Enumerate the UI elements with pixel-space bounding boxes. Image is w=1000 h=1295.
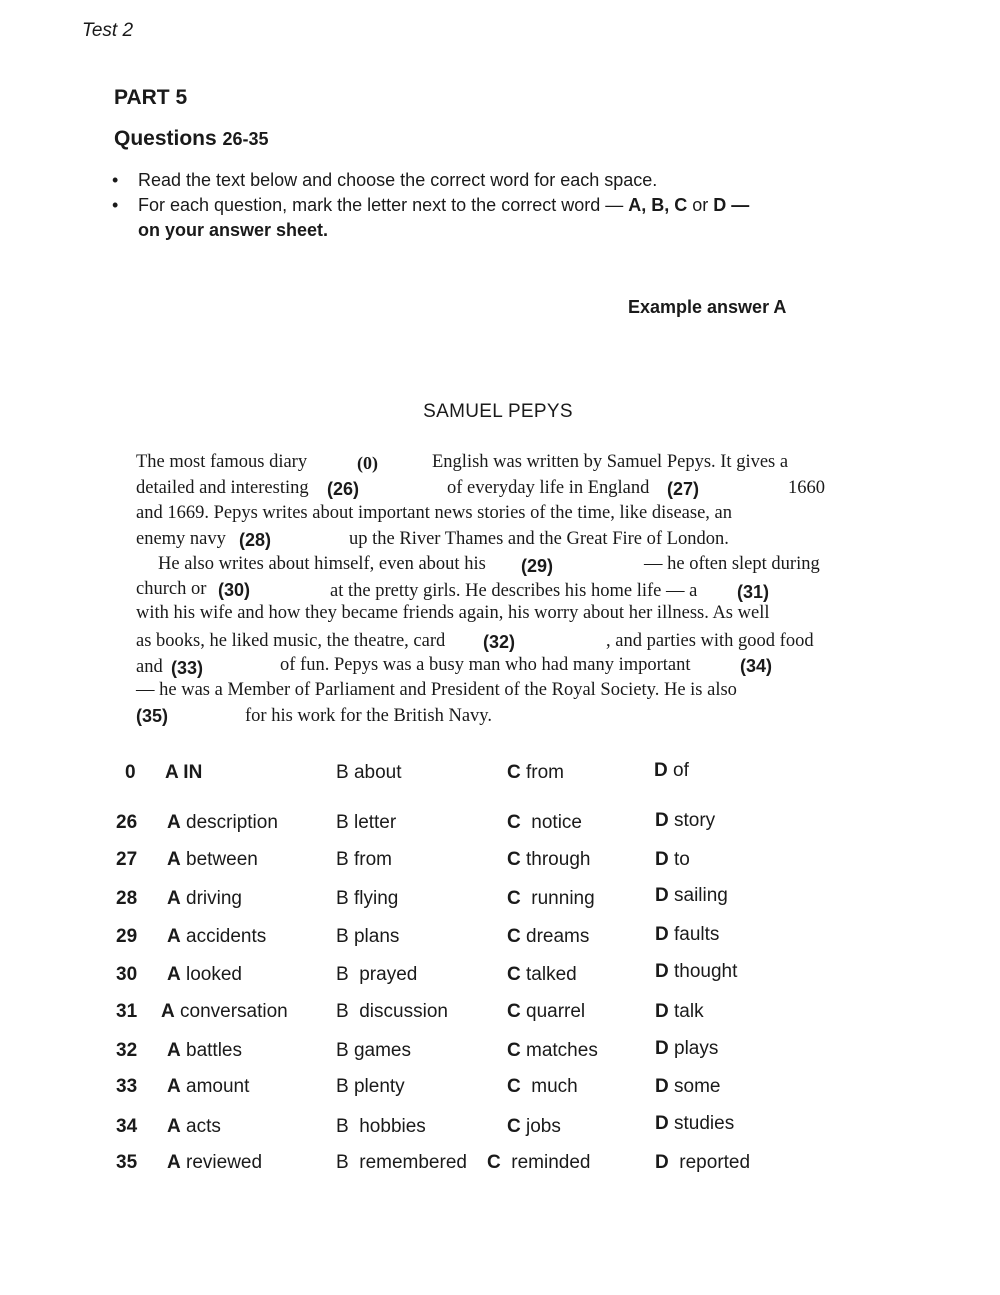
- option-letter: D: [655, 810, 669, 831]
- bullet-icon: •: [112, 195, 119, 215]
- gap-34: (34): [740, 656, 773, 676]
- passage-text: enemy navy: [136, 529, 226, 549]
- option-row: [0, 1152, 1000, 1178]
- instruction-or: or: [692, 195, 709, 215]
- option-d[interactable]: [655, 810, 715, 832]
- option-word: story: [668, 810, 716, 831]
- gap-31: (31): [737, 582, 770, 602]
- option-word: thought: [668, 961, 738, 982]
- option-word: plans: [348, 926, 400, 947]
- option-row: [0, 812, 1000, 838]
- instructions-list: [112, 168, 832, 243]
- option-b[interactable]: [336, 888, 398, 910]
- question-number: 0: [125, 762, 136, 783]
- option-letter: D: [655, 1113, 669, 1134]
- option-word: description: [180, 812, 278, 833]
- option-word: flying: [348, 888, 399, 909]
- option-letter: C: [507, 1001, 521, 1022]
- option-b[interactable]: [336, 812, 396, 834]
- option-b[interactable]: [336, 1152, 467, 1174]
- option-word: remembered: [348, 1152, 467, 1173]
- option-row: [0, 1040, 1000, 1066]
- option-letter: A: [167, 812, 181, 833]
- option-d[interactable]: [655, 1001, 704, 1023]
- option-a[interactable]: [167, 812, 278, 834]
- question-number: 29: [116, 926, 138, 947]
- option-letter: B: [336, 762, 349, 783]
- option-word: from: [348, 849, 392, 870]
- passage-text: detailed and interesting: [136, 478, 309, 498]
- option-word: notice: [520, 812, 582, 833]
- option-c[interactable]: [507, 812, 582, 834]
- option-d[interactable]: [655, 1038, 718, 1060]
- option-letter: D: [655, 961, 669, 982]
- option-letter: D: [655, 1001, 669, 1022]
- option-word: plays: [668, 1038, 719, 1059]
- gap-32: (32): [483, 632, 516, 652]
- option-letter: A: [167, 964, 181, 985]
- option-letter: D: [655, 1038, 669, 1059]
- option-c[interactable]: [487, 1152, 591, 1174]
- passage-text: — he often slept during: [644, 554, 820, 574]
- option-word: jobs: [520, 1116, 561, 1137]
- option-letter: B: [336, 812, 349, 833]
- test-label: Test 2: [82, 20, 134, 41]
- instruction-text: Read the text below and choose the correct word for each space.: [138, 170, 658, 190]
- option-c[interactable]: [507, 1040, 598, 1062]
- instruction-item: [112, 193, 832, 243]
- gap-29: (29): [521, 556, 554, 576]
- option-c[interactable]: [507, 1076, 578, 1098]
- option-word: running: [520, 888, 595, 909]
- option-c[interactable]: [507, 762, 564, 784]
- option-row: [0, 849, 1000, 875]
- option-d[interactable]: [655, 961, 737, 983]
- option-word: conversation: [174, 1001, 288, 1022]
- option-word: talked: [520, 964, 577, 985]
- passage-text: 1660: [788, 478, 825, 498]
- option-row: [0, 1076, 1000, 1102]
- question-number: 26: [116, 812, 138, 833]
- option-c[interactable]: [507, 888, 595, 910]
- option-letter: B: [336, 1040, 349, 1061]
- option-c[interactable]: [507, 964, 577, 986]
- option-a[interactable]: [167, 888, 242, 910]
- option-b[interactable]: [336, 762, 402, 784]
- option-word: much: [520, 1076, 578, 1097]
- option-word: plenty: [348, 1076, 405, 1097]
- instruction-letter-d: D —: [713, 195, 750, 215]
- option-word: matches: [520, 1040, 598, 1061]
- passage-title: SAMUEL PEPYS: [423, 401, 573, 422]
- option-word: acts: [180, 1116, 221, 1137]
- option-word: reported: [668, 1152, 751, 1173]
- option-letter: D: [655, 924, 669, 945]
- option-d[interactable]: [655, 924, 719, 946]
- passage-text: church or: [136, 579, 207, 599]
- passage-text: English was written by Samuel Pepys. It gives a: [432, 452, 789, 472]
- option-word: discussion: [348, 1001, 448, 1022]
- option-c[interactable]: [507, 926, 589, 948]
- passage-text: He also writes about himself, even about his: [158, 554, 486, 574]
- option-word: some: [668, 1076, 721, 1097]
- option-row: [0, 762, 1000, 788]
- option-word: looked: [180, 964, 243, 985]
- passage-text: as books, he liked music, the theatre, card: [136, 631, 446, 651]
- passage-text: The most famous diary: [136, 452, 308, 472]
- option-a[interactable]: [167, 849, 258, 871]
- option-d[interactable]: [655, 1152, 750, 1174]
- questions-range: 26-35: [222, 129, 269, 149]
- gap-30: (30): [218, 580, 251, 600]
- option-letter: A: [167, 1040, 181, 1061]
- option-letter: C: [507, 1116, 521, 1137]
- option-row: [0, 926, 1000, 952]
- option-letter: D: [655, 1076, 669, 1097]
- option-d[interactable]: [655, 1076, 720, 1098]
- option-row: [0, 1113, 1000, 1142]
- option-letter: C: [487, 1152, 501, 1173]
- question-number: 33: [116, 1076, 138, 1097]
- option-letter: B: [336, 1116, 349, 1137]
- option-c[interactable]: [507, 1116, 561, 1138]
- question-number: 32: [116, 1040, 138, 1061]
- option-word: quarrel: [520, 1001, 586, 1022]
- option-a[interactable]: [167, 1152, 262, 1174]
- option-word: driving: [180, 888, 242, 909]
- option-letter: D: [655, 885, 669, 906]
- option-a[interactable]: [167, 1076, 249, 1098]
- option-word: between: [180, 849, 258, 870]
- option-a[interactable]: [167, 964, 242, 986]
- option-word: to: [668, 849, 690, 870]
- part-title: PART 5: [114, 86, 188, 109]
- option-word: letter: [348, 812, 397, 833]
- option-letter: A: [165, 762, 179, 783]
- option-word: through: [520, 849, 591, 870]
- option-a[interactable]: [167, 1040, 242, 1062]
- passage-text: of fun. Pepys was a busy man who had many important: [280, 655, 691, 675]
- option-letter: C: [507, 762, 521, 783]
- option-a[interactable]: [161, 1001, 288, 1023]
- option-letter: C: [507, 964, 521, 985]
- option-letter: A: [167, 926, 181, 947]
- option-word: of: [667, 760, 689, 781]
- option-word: about: [348, 762, 402, 783]
- passage-text: at the pretty girls. He describes his home life — a: [330, 581, 698, 601]
- option-word: dreams: [520, 926, 590, 947]
- option-letter: D: [655, 849, 669, 870]
- instruction-letters: A, B, C: [628, 195, 688, 215]
- option-word: faults: [668, 924, 720, 945]
- instruction-text: For each question, mark the letter next to the correct word —: [138, 195, 624, 215]
- option-letter: C: [507, 812, 521, 833]
- option-letter: B: [336, 926, 349, 947]
- option-word: studies: [668, 1113, 735, 1134]
- question-number: 30: [116, 964, 138, 985]
- option-word: IN: [178, 762, 203, 783]
- question-number: 27: [116, 849, 138, 870]
- option-word: sailing: [668, 885, 728, 906]
- gap-28: (28): [239, 530, 272, 550]
- passage-text: , and parties with good food: [606, 631, 814, 651]
- option-letter: A: [167, 849, 181, 870]
- option-b[interactable]: [336, 1001, 448, 1023]
- option-word: amount: [180, 1076, 250, 1097]
- option-b[interactable]: [336, 1040, 411, 1062]
- option-word: talk: [668, 1001, 704, 1022]
- passage-text: of everyday life in England: [447, 478, 650, 498]
- option-a[interactable]: [167, 1116, 221, 1138]
- passage-text: — he was a Member of Parliament and President of the Royal Society. He is also: [136, 680, 737, 700]
- option-word: from: [520, 762, 565, 783]
- option-row: [0, 961, 1000, 990]
- option-word: games: [348, 1040, 411, 1061]
- option-b[interactable]: [336, 1116, 426, 1138]
- option-word: reminded: [500, 1152, 591, 1173]
- option-letter: B: [336, 1152, 349, 1173]
- gap-26: (26): [327, 479, 360, 499]
- bullet-icon: •: [112, 170, 119, 190]
- option-letter: C: [507, 1040, 521, 1061]
- option-letter: C: [507, 849, 521, 870]
- gap-33: (33): [171, 658, 204, 678]
- option-word: battles: [180, 1040, 242, 1061]
- option-letter: C: [507, 1076, 521, 1097]
- option-letter: C: [507, 926, 521, 947]
- option-letter: A: [161, 1001, 175, 1022]
- option-d[interactable]: [654, 760, 689, 782]
- option-b[interactable]: [336, 926, 399, 948]
- questions-title: [114, 127, 269, 151]
- option-letter: C: [507, 888, 521, 909]
- gap-35: (35): [136, 706, 169, 726]
- option-letter: B: [336, 888, 349, 909]
- passage-text: for his work for the British Navy.: [245, 706, 492, 726]
- option-word: accidents: [180, 926, 267, 947]
- option-c[interactable]: [507, 849, 590, 871]
- option-d[interactable]: [655, 849, 690, 871]
- option-a[interactable]: [167, 926, 266, 948]
- gap-0: (0): [357, 453, 378, 473]
- option-b[interactable]: [336, 1076, 405, 1098]
- option-letter: A: [167, 1076, 181, 1097]
- gap-27: (27): [667, 479, 700, 499]
- option-d[interactable]: [655, 885, 728, 907]
- option-letter: B: [336, 1001, 349, 1022]
- option-c[interactable]: [507, 1001, 585, 1023]
- instruction-answer-sheet: on your answer sheet.: [138, 220, 329, 240]
- option-word: prayed: [348, 964, 418, 985]
- option-letter: B: [336, 849, 349, 870]
- option-word: reviewed: [180, 1152, 263, 1173]
- question-number: 28: [116, 888, 138, 909]
- example-answer: Example answer A: [628, 297, 787, 317]
- question-number: 34: [116, 1116, 138, 1137]
- option-a[interactable]: [165, 762, 202, 784]
- passage-text: and: [136, 657, 163, 677]
- option-letter: D: [655, 1152, 669, 1173]
- passage-text: up the River Thames and the Great Fire of London.: [349, 529, 729, 549]
- questions-label: Questions: [114, 127, 217, 150]
- passage-text: with his wife and how they became friends again, his worry about her illness. As well: [136, 603, 770, 623]
- passage-text: and 1669. Pepys writes about important news stories of the time, like disease, an: [136, 503, 732, 523]
- question-number: 31: [116, 1001, 138, 1022]
- option-letter: A: [167, 1116, 181, 1137]
- option-row: [0, 1001, 1000, 1027]
- instruction-item: [112, 168, 832, 193]
- option-word: hobbies: [348, 1116, 426, 1137]
- option-letter: B: [336, 1076, 349, 1097]
- option-d[interactable]: [655, 1113, 734, 1135]
- option-b[interactable]: [336, 964, 417, 986]
- option-letter: A: [167, 888, 181, 909]
- option-b[interactable]: [336, 849, 392, 871]
- option-letter: B: [336, 964, 349, 985]
- question-number: 35: [116, 1152, 138, 1173]
- option-letter: D: [654, 760, 668, 781]
- option-row: [0, 885, 1000, 914]
- option-letter: A: [167, 1152, 181, 1173]
